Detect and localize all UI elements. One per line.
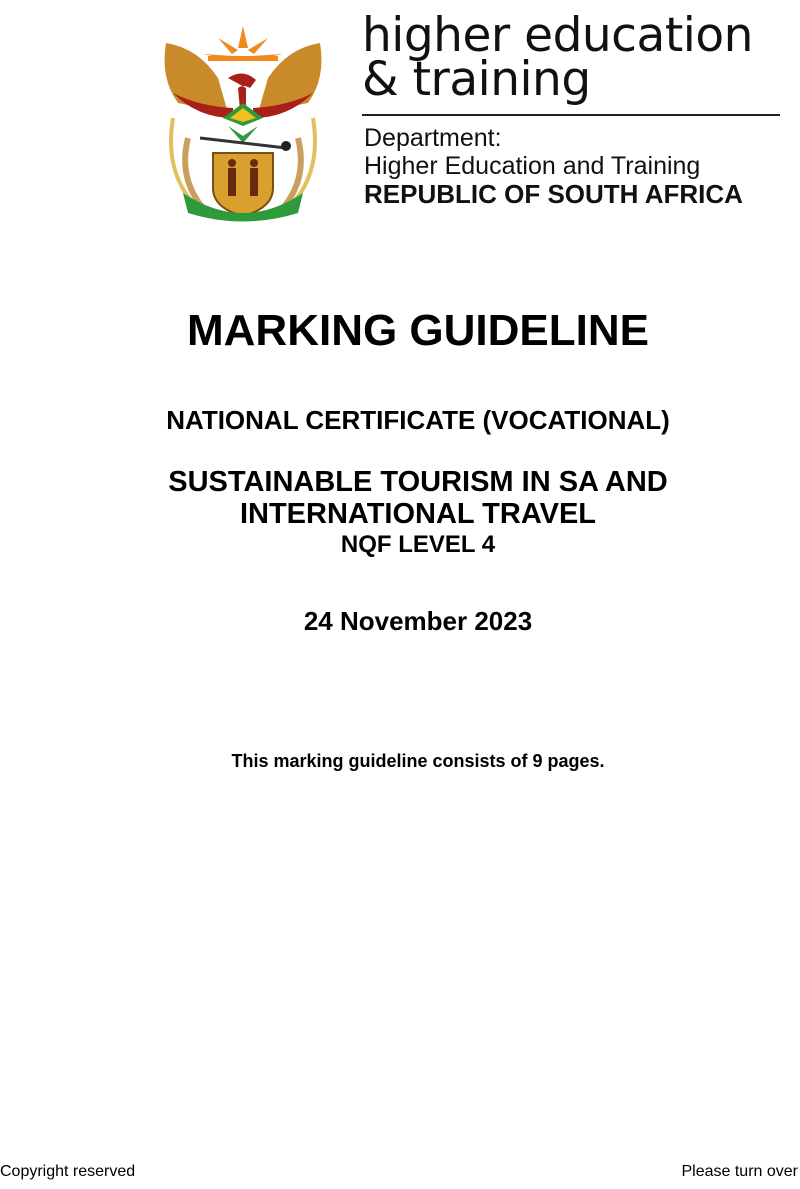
nqf-level: NQF LEVEL 4: [340, 531, 496, 558]
department-label: Department:: [364, 124, 502, 152]
page-count-note: This marking guideline consists of 9 pages.: [231, 751, 605, 771]
department-brand: [362, 8, 782, 107]
country-name: REPUBLIC OF SOUTH AFRICA: [364, 179, 743, 209]
subject-name: [0, 466, 800, 530]
footer-turn-over: Please turn over: [681, 1163, 798, 1180]
coat-of-arms-emblem: [158, 18, 328, 223]
exam-date: 24 November 2023: [303, 606, 533, 636]
subject-line-2: INTERNATIONAL TRAVEL: [239, 498, 597, 530]
coat-of-arms-icon: [158, 18, 328, 223]
brand-divider: [362, 114, 780, 116]
footer-copyright: Copyright reserved: [0, 1163, 136, 1180]
department-info: [364, 124, 743, 208]
department-name: Higher Education and Training: [364, 152, 701, 180]
brand-line-1: higher education: [362, 8, 753, 63]
brand-line-2: & training: [362, 52, 591, 107]
subject-line-1: SUSTAINABLE TOURISM IN SA AND: [168, 466, 668, 498]
document-title: MARKING GUIDELINE: [187, 306, 649, 355]
certificate-name: NATIONAL CERTIFICATE (VOCATIONAL): [166, 405, 670, 435]
